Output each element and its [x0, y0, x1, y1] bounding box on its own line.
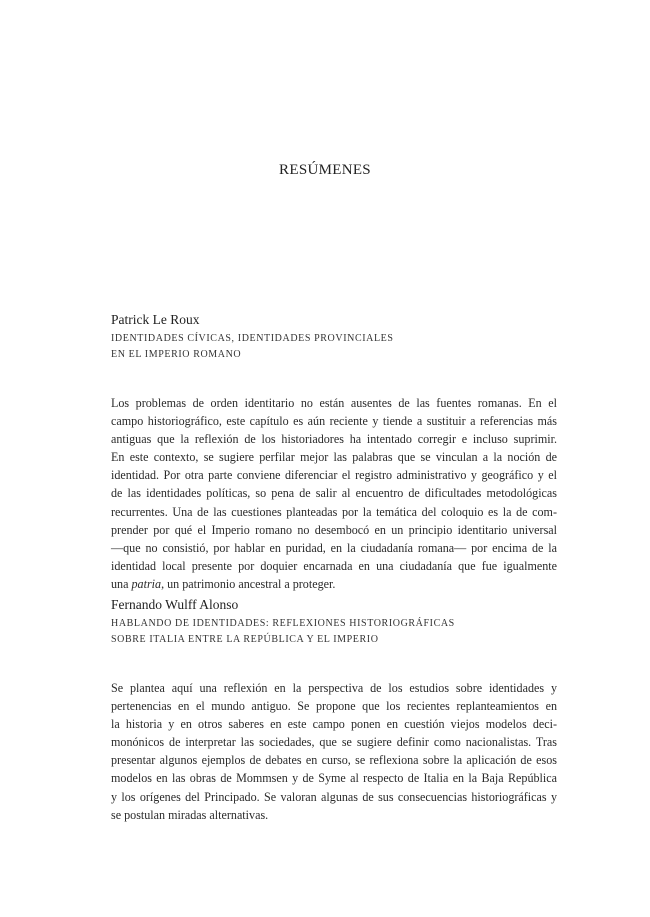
body-line: —que no consistió, por hablar en puridad, en la ciudadanía romana— por encima de la — [111, 540, 557, 555]
body-line: y los orígenes del Principado. Se valoran algunas de sus consecuencias historiográficas y — [111, 789, 557, 804]
body-line-last: se postulan miradas alternativas. — [111, 807, 269, 822]
abstract-body — [111, 679, 557, 824]
abstract-body — [111, 394, 557, 593]
body-line: Los problemas de orden identitario no están ausentes de las fuentes romanas. En el — [111, 396, 557, 410]
abstract-subtitle — [111, 331, 557, 363]
body-line: de las identidades políticas, so pena de salir al encuentro de dificultades metodológicas — [111, 486, 557, 501]
page-title: RESÚMENES — [279, 162, 371, 178]
body-line: En este contexto, se sugiere perfilar mejor las palabras que se vinculan a la noción de — [111, 450, 557, 465]
subtitle-line: IDENTIDADES CÍVICAS, IDENTIDADES PROVINCIALES — [111, 333, 394, 344]
body-line: recurrentes. Una de las cuestiones planteadas por la temática del coloquio es la de com- — [111, 504, 557, 519]
body-line: campo historiográfico, este capítulo es aún reciente y tiende a sustituir a referencias más — [111, 414, 557, 429]
body-line: monónicos de interpretar las sociedades, que se sugiere definir como nacionalistas. Tras — [111, 735, 557, 750]
body-line: modelos en las obras de Mommsen y de Syme al respecto de Italia en la Baja República — [111, 771, 557, 786]
body-line: Se plantea aquí una reflexión en la perspectiva de los estudios sobre identidades y — [111, 681, 557, 695]
subtitle-line: HABLANDO DE IDENTIDADES: REFLEXIONES HISTORIOGRÁFICAS — [111, 618, 455, 629]
body-text-fragment: , un patrimonio ancestral a proteger. — [161, 576, 336, 591]
body-line: prender por qué el Imperio romano no desembocó en un principio identitario universal — [111, 522, 557, 537]
body-line: la historia y en otros saberes en este campo ponen en cuestión viejos modelos deci- — [111, 717, 557, 732]
body-line-last — [111, 575, 557, 593]
body-line: presentar algunos ejemplos de debates en curso, se reflexiona sobre la aplicación de esos — [111, 753, 557, 768]
author-name: Patrick Le Roux — [111, 312, 200, 327]
subtitle-line: SOBRE ITALIA ENTRE LA REPÚBLICA Y EL IMPERIO — [111, 634, 379, 645]
abstract-section — [111, 596, 557, 824]
body-line: pertenencias en el mundo antiguo. Se propone que los recientes replanteamientos en — [111, 699, 557, 714]
abstract-subtitle — [111, 616, 557, 648]
body-text-fragment: una — [111, 576, 132, 591]
subtitle-line: EN EL IMPERIO ROMANO — [111, 349, 242, 360]
body-line: identidad local presente por doquier encarnada en una ciudadanía que fue igualmente — [111, 558, 557, 573]
author-name: Fernando Wulff Alonso — [111, 597, 239, 612]
italic-term: patria — [131, 576, 162, 591]
abstract-section — [111, 311, 557, 593]
body-line: identidad. Por otra parte conviene diferenciar el registro administrativo y geográfico y el — [111, 468, 557, 483]
body-line: antiguas que la reflexión de los historiadores ha intentado corregir e incluso suprimir. — [111, 432, 557, 447]
